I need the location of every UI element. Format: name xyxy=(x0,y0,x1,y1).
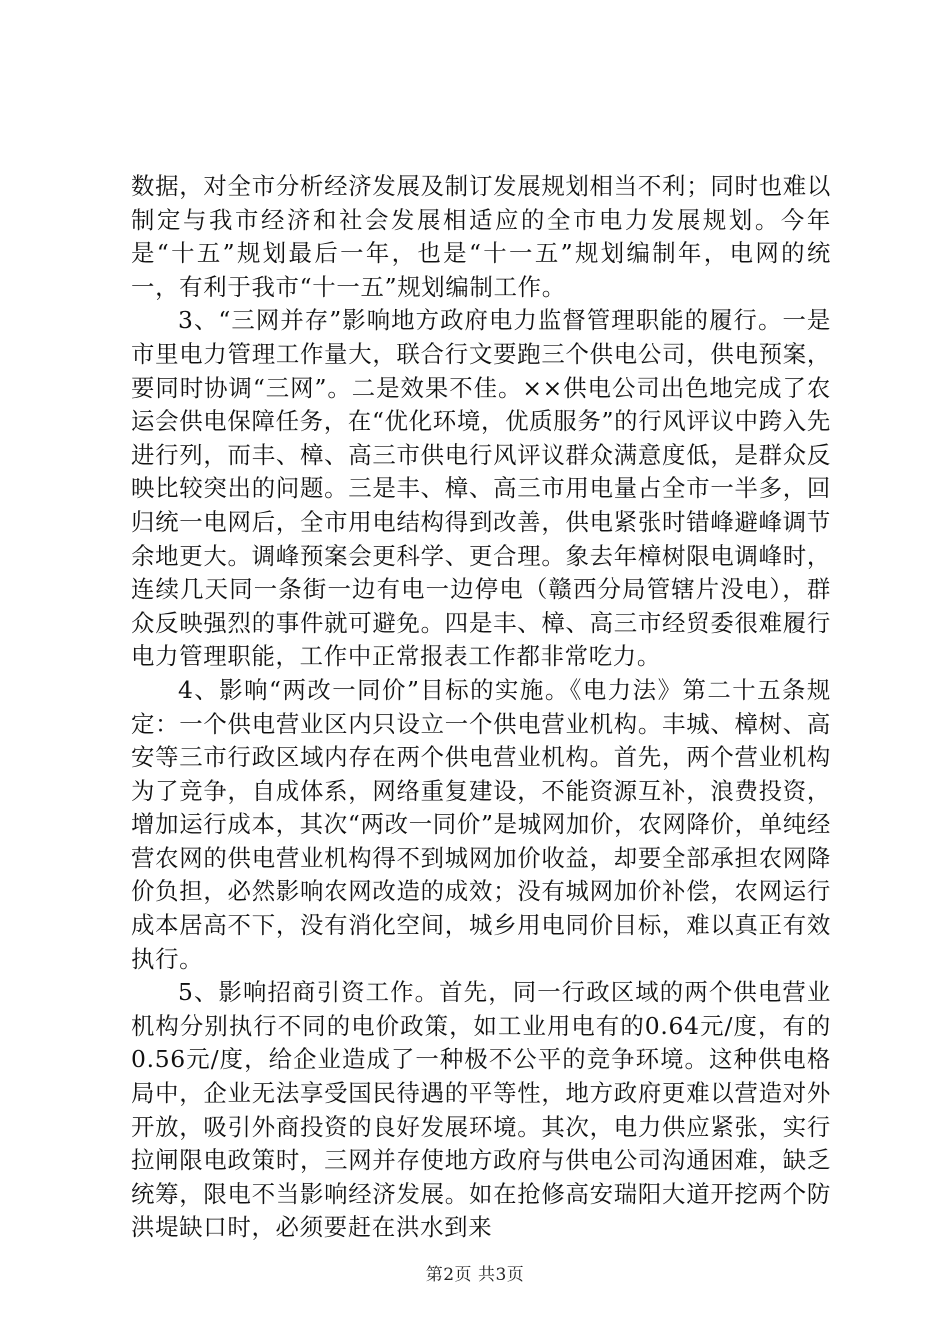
page-footer: 第2页 共3页 xyxy=(425,1265,525,1285)
body-text xyxy=(131,170,831,1245)
paragraph-continuation: 数据，对全市分析经济发展及制订发展规划相当不利；同时也难以制定与我市经济和社会发展相适应的全市电力发展规划。今年是“十五”规划最后一年，也是“十一五”规划编制年，电网的统一，有利于我市“十一五”规划编制工作。 xyxy=(131,172,831,301)
paragraph-4: 4、影响“两改一同价”目标的实施。《电力法》第二十五条规定：一个供电营业区内只设立一个供电营业机构。丰城、樟树、高安等三市行政区域内存在两个供电营业机构。首先，两个营业机构为了竞争，自成体系，网络重复建设，不能资源互补，浪费投资，增加运行成本，其次“两改一同价”是城网加价，农网降价，单纯经营农网的供电营业机构得不到城网加价收益，却要全部承担农网降价负担，必然影响农网改造的成效；没有城网加价补偿，农网运行成本居高不下，没有消化空间，城乡用电同价目标，难以真正有效执行。 xyxy=(131,675,831,973)
paragraph-3: 3、“三网并存”影响地方政府电力监督管理职能的履行。一是市里电力管理工作量大，联合行文要跑三个供电公司，供电预案，要同时协调“三网”。二是效果不佳。××供电公司出色地完成了农运会供电保障任务，在“优化环境，优质服务”的行风评议中跨入先进行列，而丰、樟、高三市供电行风评议群众满意度低，是群众反映比较突出的问题。三是丰、樟、高三市用电量占全市一半多，回归统一电网后，全市用电结构得到改善，供电紧张时错峰避峰调节余地更大。调峰预案会更科学、更合理。象去年樟树限电调峰时，连续几天同一条街一边有电一边停电（赣西分局管辖片没电），群众反映强烈的事件就可避免。四是丰、樟、高三市经贸委很难履行电力管理职能，工作中正常报表工作都非常吃力。 xyxy=(131,306,831,671)
paragraph-5: 5、影响招商引资工作。首先，同一行政区域的两个供电营业机构分别执行不同的电价政策，如工业用电有的0.64元/度，有的0.56元/度，给企业造成了一种极不公平的竞争环境。这种供电格局中，企业无法享受国民待遇的平等性，地方政府更难以营造对外开放，吸引外商投资的良好发展环境。其次，电力供应紧张，实行拉闸限电政策时，三网并存使地方政府与供电公司沟通困难，缺乏统筹，限电不当影响经济发展。如在抢修高安瑞阳大道开挖两个防洪堤缺口时，必须要赶在洪水到来 xyxy=(131,978,831,1242)
